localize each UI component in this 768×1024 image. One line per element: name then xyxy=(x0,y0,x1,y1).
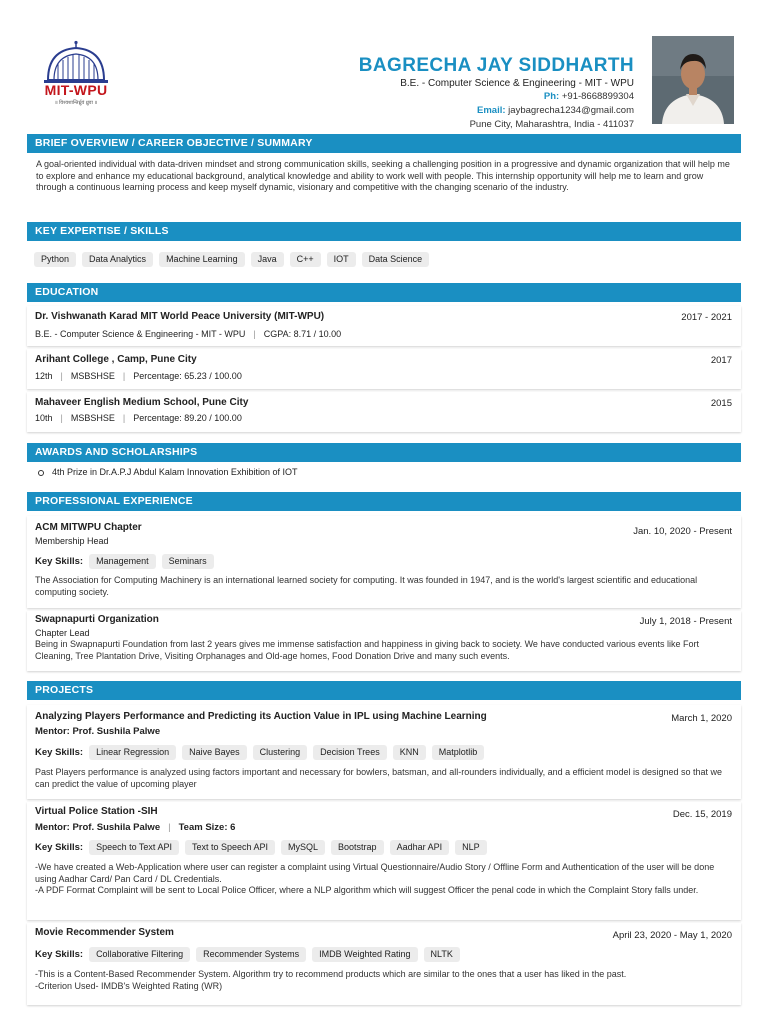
education-date: 2017 - 2021 xyxy=(681,312,732,323)
project-date: Dec. 15, 2019 xyxy=(672,809,732,820)
skill-chip: Machine Learning xyxy=(159,252,245,267)
skill-chip: Text to Speech API xyxy=(185,840,275,855)
candidate-name: BAGRECHA JAY SIDDHARTH xyxy=(358,55,634,76)
experience-key-skills xyxy=(35,554,220,569)
education-details xyxy=(35,329,341,339)
project-title: Movie Recommender System xyxy=(35,927,174,938)
project-key-skills xyxy=(35,840,493,855)
skill-chip: Collaborative Filtering xyxy=(89,947,190,962)
header-contact xyxy=(359,56,634,132)
skill-chip: Decision Trees xyxy=(313,745,387,760)
divider: | xyxy=(122,413,126,423)
experience-role: Membership Head xyxy=(35,536,109,546)
education-grade: 12th xyxy=(35,371,53,381)
profile-photo xyxy=(652,36,734,124)
person-avatar-icon xyxy=(652,36,734,124)
skill-chip: Management xyxy=(89,554,156,569)
skill-chip: IOT xyxy=(327,252,356,267)
divider: | xyxy=(253,329,256,339)
skill-chip: Clustering xyxy=(253,745,308,760)
project-description: -This is a Content-Based Recommender System. Algorithm try to recommend products which are similar to the ones that a user has liked in the past. -Criterion Used- IMDB's Weighted Rating (WR) xyxy=(35,969,627,991)
key-skills-label: Key Skills: xyxy=(35,949,84,960)
skill-chip: Java xyxy=(251,252,284,267)
email-line xyxy=(359,104,634,118)
skill-chip: NLTK xyxy=(424,947,460,962)
project-mentor: Mentor: Prof. Sushila Palwe xyxy=(35,726,161,737)
skill-chip: Aadhar API xyxy=(390,840,450,855)
dome-icon xyxy=(34,40,118,84)
skill-chip: Data Analytics xyxy=(82,252,153,267)
experience-date: July 1, 2018 - Present xyxy=(639,616,732,627)
education-program: B.E. - Computer Science & Engineering - MIT - WPU xyxy=(35,329,246,339)
section-header-awards: AWARDS AND SCHOLARSHIPS xyxy=(27,443,741,462)
email-address[interactable]: jaybagrecha1234@gmail.com xyxy=(508,105,634,116)
section-header-projects: PROJECTS xyxy=(27,681,741,700)
skill-chip: KNN xyxy=(393,745,426,760)
skill-chip: Python xyxy=(34,252,76,267)
section-header-skills: KEY EXPERTISE / SKILLS xyxy=(27,222,741,241)
experience-role: Chapter Lead xyxy=(35,628,90,638)
experience-description: The Association for Computing Machinery is an international learned society for computing. It was founded in 1947, and is the world's largest scientific and educational computing society. xyxy=(35,575,698,597)
project-mentor-team xyxy=(35,822,235,833)
divider: | xyxy=(60,413,63,423)
skill-chip: IMDB Weighted Rating xyxy=(312,947,417,962)
divider: | xyxy=(122,371,126,381)
key-skills-label: Key Skills: xyxy=(35,747,84,758)
project-date: April 23, 2020 - May 1, 2020 xyxy=(612,930,732,941)
candidate-degree: B.E. - Computer Science & Engineering - MIT - WPU xyxy=(400,78,634,89)
key-skills-label: Key Skills: xyxy=(35,842,84,853)
award-item: 4th Prize in Dr.A.P.J Abdul Kalam Innovation Exhibition of IOT xyxy=(38,467,297,477)
section-header-education: EDUCATION xyxy=(27,283,741,302)
skill-chip: Recommender Systems xyxy=(196,947,306,962)
project-team-size: Team Size: 6 xyxy=(178,822,236,833)
skill-chip: MySQL xyxy=(281,840,325,855)
education-school: Arihant College , Camp, Pune City xyxy=(35,354,197,365)
project-title: Virtual Police Station -SIH xyxy=(35,806,158,817)
project-key-skills xyxy=(35,947,466,962)
divider: | xyxy=(60,371,63,381)
education-score: Percentage: 89.20 / 100.00 xyxy=(133,413,242,423)
divider: | xyxy=(168,822,171,833)
summary-text: A goal-oriented individual with data-driven mindset and strong communication skills, seeking a challenging position in a progressive and dynamic organization that will help me to explore and enhance my educational background, analytical knowledge and ability to work well with people. This internship opportunity will help me to learn and grow through a continuous learning process and keep myself dynamic, visionary and competitive with the changing scenario of the industry. xyxy=(36,159,730,193)
address-line: Pune City, Maharashtra, India - 411037 xyxy=(469,119,634,130)
project-description: Past Players performance is analyzed using factors important and necessary for bowlers, batsman, and all-rounders individually, and a efficient model is designed so that we can predict the value of upcoming player xyxy=(35,767,723,789)
skill-chip: Matplotlib xyxy=(432,745,485,760)
skill-chip: Data Science xyxy=(362,252,430,267)
phone-number: +91-8668899304 xyxy=(561,91,634,102)
education-board: MSBSHSE xyxy=(70,413,115,423)
phone-label: Ph: xyxy=(543,91,560,102)
skills-list xyxy=(34,249,435,267)
education-date: 2017 xyxy=(710,355,732,366)
project-title: Analyzing Players Performance and Predicting its Auction Value in IPL using Machine Learning xyxy=(35,711,487,722)
education-school: Mahaveer English Medium School, Pune City xyxy=(35,397,249,408)
section-header-summary: BRIEF OVERVIEW / CAREER OBJECTIVE / SUMMARY xyxy=(27,134,741,153)
phone-line xyxy=(359,90,634,104)
project-card xyxy=(27,802,741,920)
section-header-experience: PROFESSIONAL EXPERIENCE xyxy=(27,492,741,511)
experience-org: Swapnapurti Organization xyxy=(35,614,159,625)
university-logo xyxy=(34,40,118,112)
project-description: -We have created a Web-Application where user can register a complaint using Virtual Questionnaire/Audio Story / Offline Form and Authentication of the user will be done using Aadhar Card/ Pan Card / DL Credentials. -A PDF Format Complaint will be sent to Local Police Officer, where a NLP algorithm which will suggest Officer the penal code in which the Complaint Story falls under. xyxy=(35,862,715,896)
education-score: Percentage: 65.23 / 100.00 xyxy=(133,371,242,381)
logo-wordmark: MIT-WPU xyxy=(44,82,108,98)
skill-chip: Speech to Text API xyxy=(89,840,179,855)
skill-chip: C++ xyxy=(290,252,321,267)
key-skills-label: Key Skills: xyxy=(35,556,84,567)
skill-chip: Linear Regression xyxy=(89,745,176,760)
experience-date: Jan. 10, 2020 - Present xyxy=(633,526,732,537)
education-score: CGPA: 8.71 / 10.00 xyxy=(263,329,342,339)
logo-tagline: ॥ विश्वशान्तिर्ध्रुवं ध्रुवा ॥ xyxy=(54,100,98,106)
experience-org: ACM MITWPU Chapter xyxy=(35,522,142,533)
education-details xyxy=(35,371,242,381)
skill-chip: Seminars xyxy=(162,554,214,569)
education-school: Dr. Vishwanath Karad MIT World Peace University (MIT-WPU) xyxy=(35,311,325,322)
skill-chip: NLP xyxy=(455,840,487,855)
project-mentor: Mentor: Prof. Sushila Palwe xyxy=(35,822,161,833)
education-date: 2015 xyxy=(710,398,732,409)
education-board: MSBSHSE xyxy=(70,371,115,381)
education-grade: 10th xyxy=(35,413,53,423)
experience-description: Being in Swapnapurti Foundation from last 2 years gives me immense satisfaction and happiness in giving back to society. We have conducted various events like Fort Cleaning, Tree Plantation Drive, Visiting Orphanages and Old-age homes, Food Donation Drive and many such events. xyxy=(35,639,700,661)
skill-chip: Bootstrap xyxy=(331,840,384,855)
skill-chip: Naive Bayes xyxy=(182,745,247,760)
project-key-skills xyxy=(35,745,490,760)
education-details xyxy=(35,413,242,423)
project-date: March 1, 2020 xyxy=(671,713,732,724)
email-label: Email: xyxy=(477,105,506,116)
